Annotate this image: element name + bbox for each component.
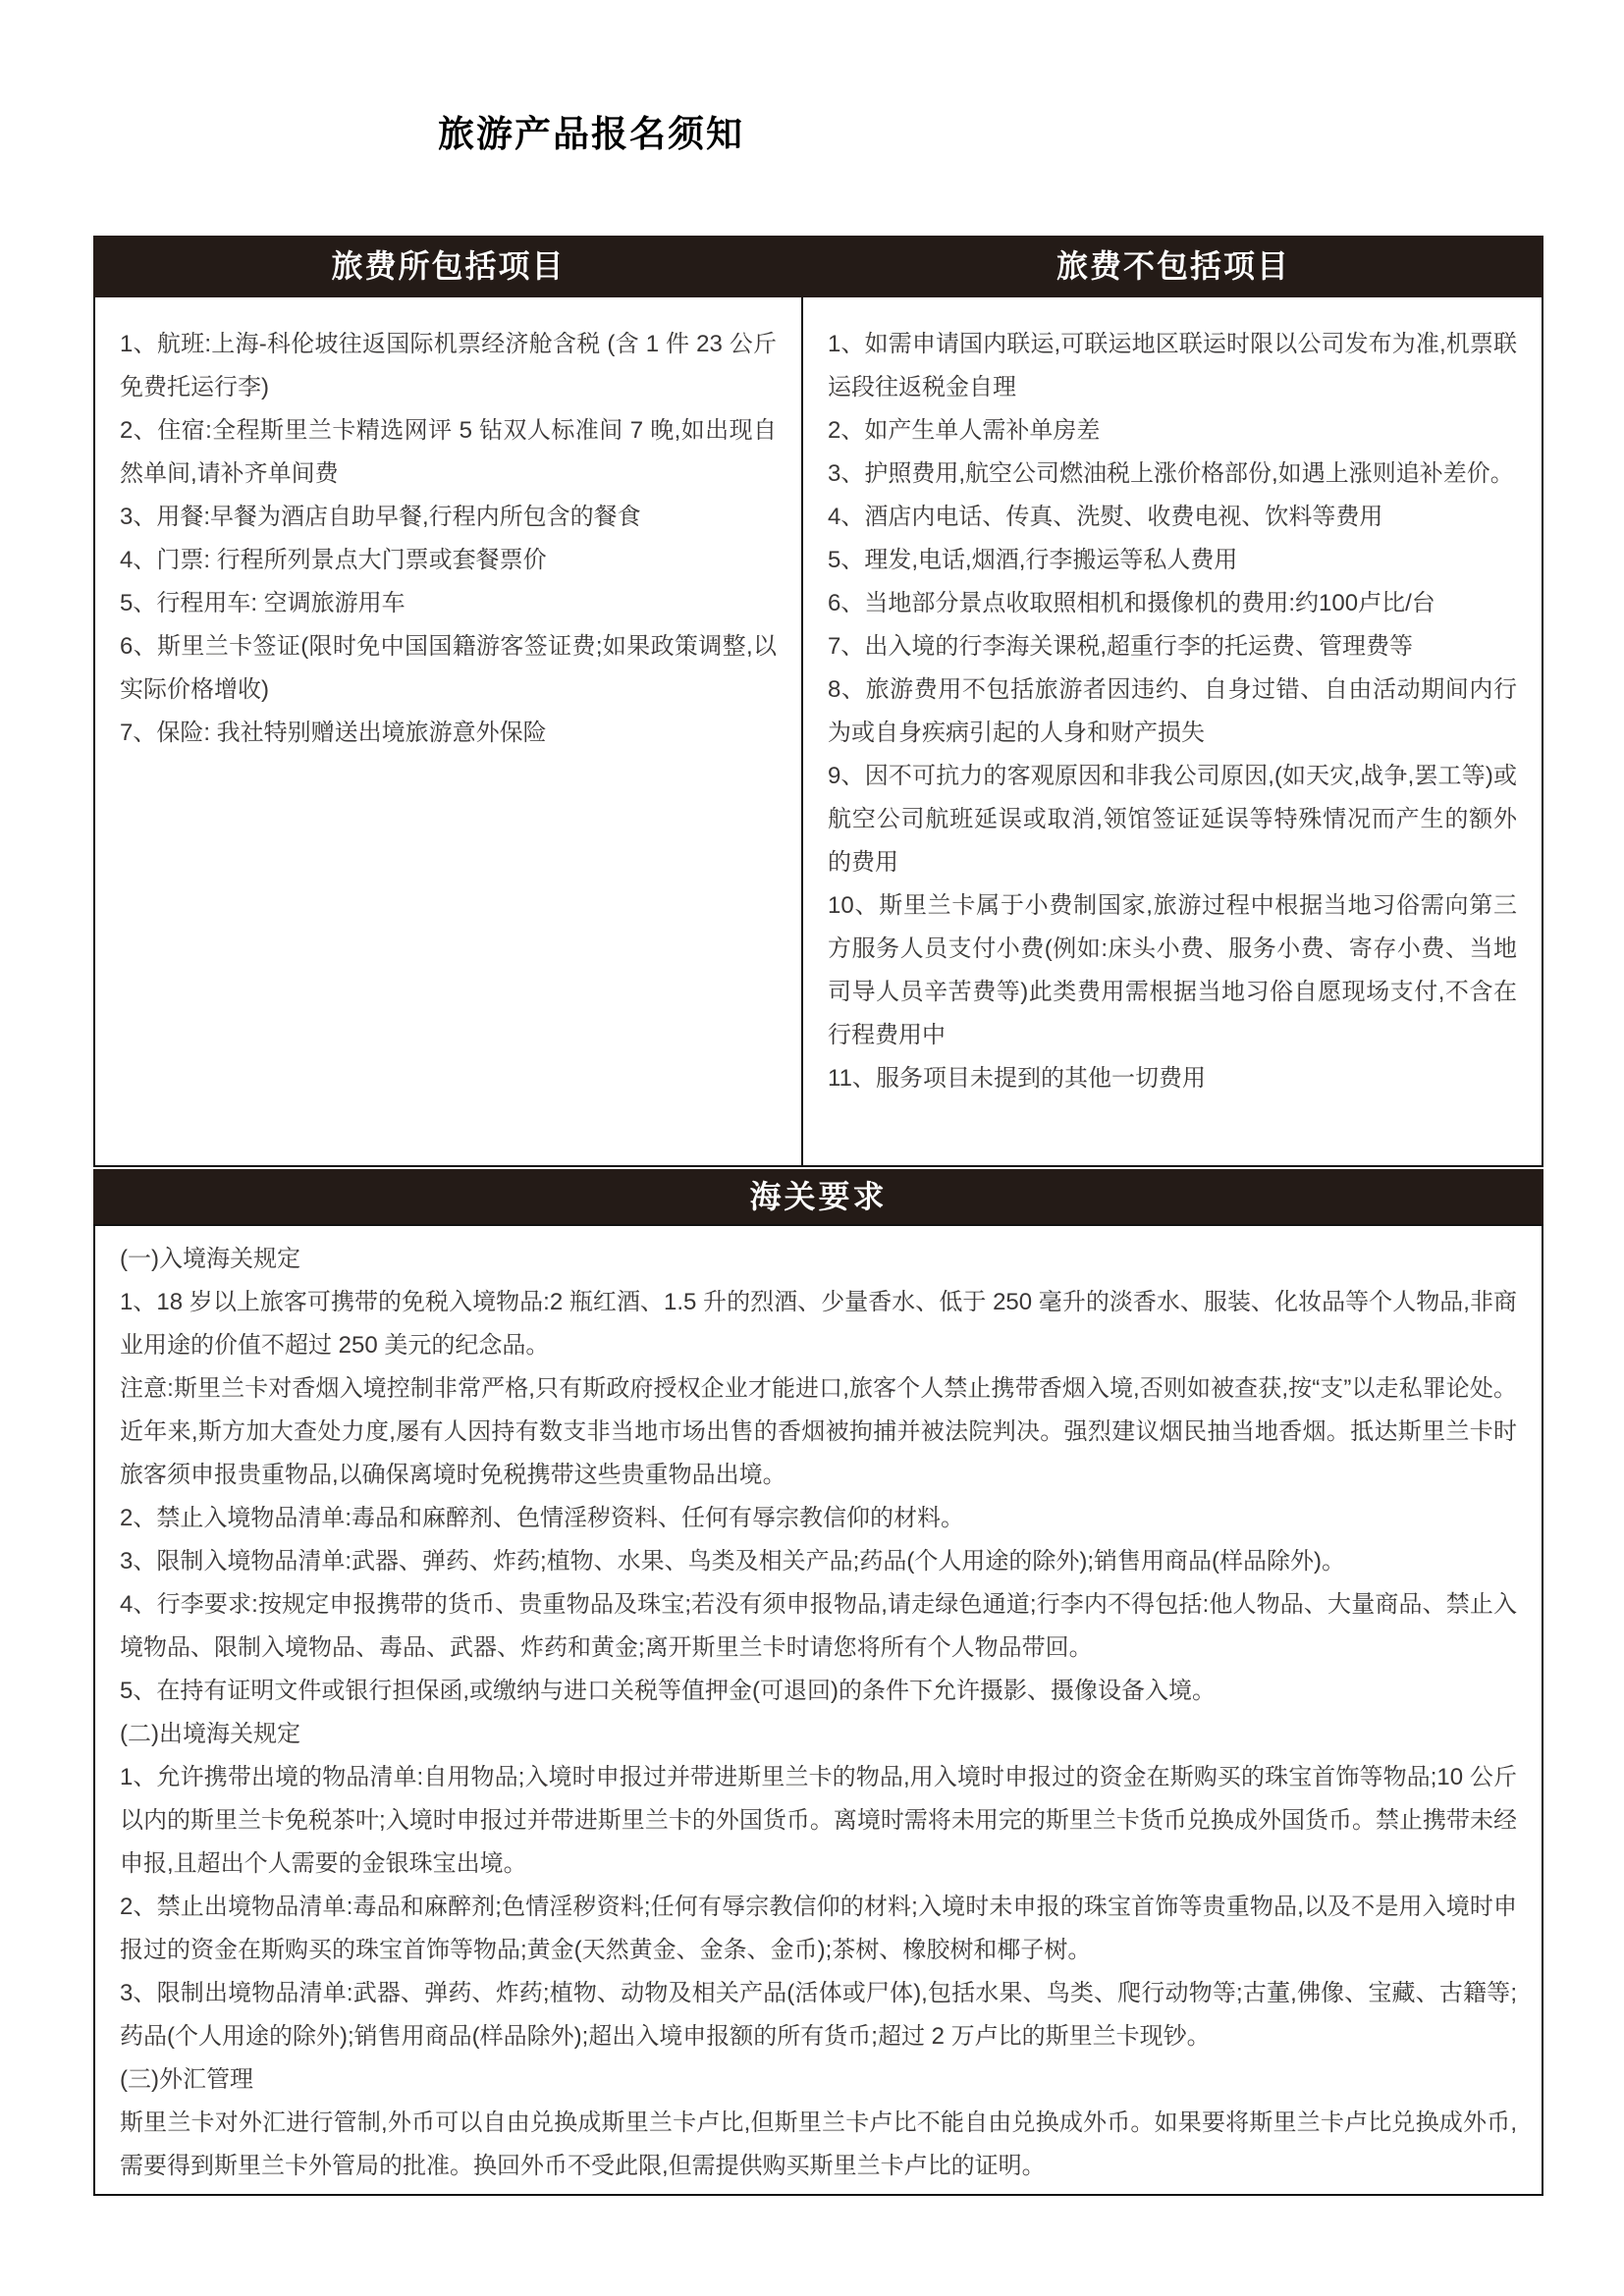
customs-paragraph: 3、限制入境物品清单:武器、弹药、炸药;植物、水果、鸟类及相关产品;药品(个人用途的除外);销售用商品(样品除外)。 bbox=[120, 1548, 1345, 1575]
customs-paragraph: 注意:斯里兰卡对香烟入境控制非常严格,只有斯政府授权企业才能进口,旅客个人禁止携带香烟入境,否则如被查获,按“支”以走私罪论处。近年来,斯方加大查处力度,屡有人因持有数支非当地市场出售的香烟被拘捕并被法院判决。强烈建议烟民抽当地香烟。抵达斯里兰卡时旅客须申报贵重物品,以确保离境时免税携带这些贵重物品出境。 bbox=[120, 1375, 1517, 1488]
customs-paragraph: 1、允许携带出境的物品清单:自用物品;入境时申报过并带进斯里兰卡的物品,用入境时申报过的资金在斯购买的珠宝首饰等物品;10 公斤以内的斯里兰卡免税茶叶;入境时申报过并带进斯里兰卡的外国货币。离境时需将未用完的斯里兰卡货币兑换成外国货币。禁止携带未经申报,且超出个人需要的金银珠宝出境。 bbox=[120, 1764, 1517, 1877]
page-title: 旅游产品报名须知 bbox=[438, 114, 744, 154]
excluded-item: 4、酒店内电话、传真、洗熨、收费电视、饮料等费用 bbox=[828, 504, 1383, 530]
excluded-item: 7、出入境的行李海关课税,超重行李的托运费、管理费等 bbox=[828, 633, 1414, 660]
excluded-header: 旅费不包括项目 bbox=[803, 236, 1543, 297]
customs-section-body bbox=[93, 1224, 1543, 2196]
included-items-cell bbox=[95, 297, 803, 1165]
customs-subsection-heading: (二)出境海关规定 bbox=[120, 1721, 300, 1747]
included-item: 6、斯里兰卡签证(限时免中国国籍游客签证费;如果政策调整,以实际价格增收) bbox=[120, 633, 778, 703]
fee-table bbox=[93, 236, 1543, 1167]
excluded-item: 2、如产生单人需补单房差 bbox=[828, 417, 1101, 444]
excluded-item: 11、服务项目未提到的其他一切费用 bbox=[828, 1065, 1206, 1092]
included-item: 7、保险: 我社特别赠送出境旅游意外保险 bbox=[120, 720, 547, 746]
customs-subsection-heading: (一)入境海关规定 bbox=[120, 1246, 300, 1272]
excluded-item: 5、理发,电话,烟酒,行李搬运等私人费用 bbox=[828, 547, 1238, 573]
excluded-item: 10、斯里兰卡属于小费制国家,旅游过程中根据当地习俗需向第三方服务人员支付小费(例如:床头小费、服务小费、寄存小费、当地司导人员辛苦费等)此类费用需根据当地习俗自愿现场支付,不含在行程费用中 bbox=[828, 892, 1517, 1048]
included-header: 旅费所包括项目 bbox=[93, 236, 803, 297]
fee-table-header-row bbox=[93, 236, 1543, 297]
customs-paragraph: 1、18 岁以上旅客可携带的免税入境物品:2 瓶红酒、1.5 升的烈酒、少量香水、低于 250 毫升的淡香水、服装、化妆品等个人物品,非商业用途的价值不超过 250 美元的纪念品。 bbox=[120, 1289, 1517, 1359]
customs-section-header: 海关要求 bbox=[93, 1169, 1543, 1224]
customs-paragraph: 3、限制出境物品清单:武器、弹药、炸药;植物、动物及相关产品(活体或尸体),包括水果、鸟类、爬行动物等;古董,佛像、宝藏、古籍等;药品(个人用途的除外);销售用商品(样品除外);超出入境申报额的所有货币;超过 2 万卢比的斯里兰卡现钞。 bbox=[120, 1980, 1517, 2050]
fee-table-body-row bbox=[93, 297, 1543, 1167]
included-item: 3、用餐:早餐为酒店自助早餐,行程内所包含的餐食 bbox=[120, 504, 641, 530]
excluded-item: 1、如需申请国内联运,可联运地区联运时限以公司发布为准,机票联运段往返税金自理 bbox=[828, 331, 1517, 400]
customs-paragraph: 5、在持有证明文件或银行担保函,或缴纳与进口关税等值押金(可退回)的条件下允许摄影、摄像设备入境。 bbox=[120, 1678, 1216, 1704]
included-item: 5、行程用车: 空调旅游用车 bbox=[120, 590, 406, 616]
included-item: 4、门票: 行程所列景点大门票或套餐票价 bbox=[120, 547, 547, 573]
customs-paragraph: 4、行李要求:按规定申报携带的货币、贵重物品及珠宝;若没有须申报物品,请走绿色通道;行李内不得包括:他人物品、大量商品、禁止入境物品、限制入境物品、毒品、武器、炸药和黄金;离开斯里兰卡时请您将所有个人物品带回。 bbox=[120, 1591, 1517, 1661]
customs-paragraph: 2、禁止入境物品清单:毒品和麻醉剂、色情淫秽资料、任何有辱宗教信仰的材料。 bbox=[120, 1505, 965, 1531]
customs-paragraph: 斯里兰卡对外汇进行管制,外币可以自由兑换成斯里兰卡卢比,但斯里兰卡卢比不能自由兑换成外币。如果要将斯里兰卡卢比兑换成外币,需要得到斯里兰卡外管局的批准。换回外币不受此限,但需提供购买斯里兰卡卢比的证明。 bbox=[120, 2109, 1517, 2179]
excluded-items-cell bbox=[803, 297, 1542, 1165]
excluded-item: 3、护照费用,航空公司燃油税上涨价格部份,如遇上涨则追补差价。 bbox=[828, 460, 1514, 487]
customs-subsection-heading: (三)外汇管理 bbox=[120, 2066, 253, 2093]
excluded-item: 6、当地部分景点收取照相机和摄像机的费用:约100卢比/台 bbox=[828, 590, 1435, 616]
included-item: 1、航班:上海-科伦坡往返国际机票经济舱含税 (含 1 件 23 公斤免费托运行李) bbox=[120, 331, 778, 400]
customs-paragraph: 2、禁止出境物品清单:毒品和麻醉剂;色情淫秽资料;任何有辱宗教信仰的材料;入境时未申报的珠宝首饰等贵重物品,以及不是用入境时申报过的资金在斯购买的珠宝首饰等物品;黄金(天然黄金、金条、金币);茶树、橡胶树和椰子树。 bbox=[120, 1894, 1517, 1963]
excluded-item: 8、旅游费用不包括旅游者因违约、自身过错、自由活动期间内行为或自身疾病引起的人身和财产损失 bbox=[828, 676, 1517, 746]
included-item: 2、住宿:全程斯里兰卡精选网评 5 钻双人标准间 7 晚,如出现自然单间,请补齐单间费 bbox=[120, 417, 778, 487]
excluded-item: 9、因不可抗力的客观原因和非我公司原因,(如天灾,战争,罢工等)或航空公司航班延误或取消,领馆签证延误等特殊情况而产生的额外的费用 bbox=[828, 763, 1517, 876]
